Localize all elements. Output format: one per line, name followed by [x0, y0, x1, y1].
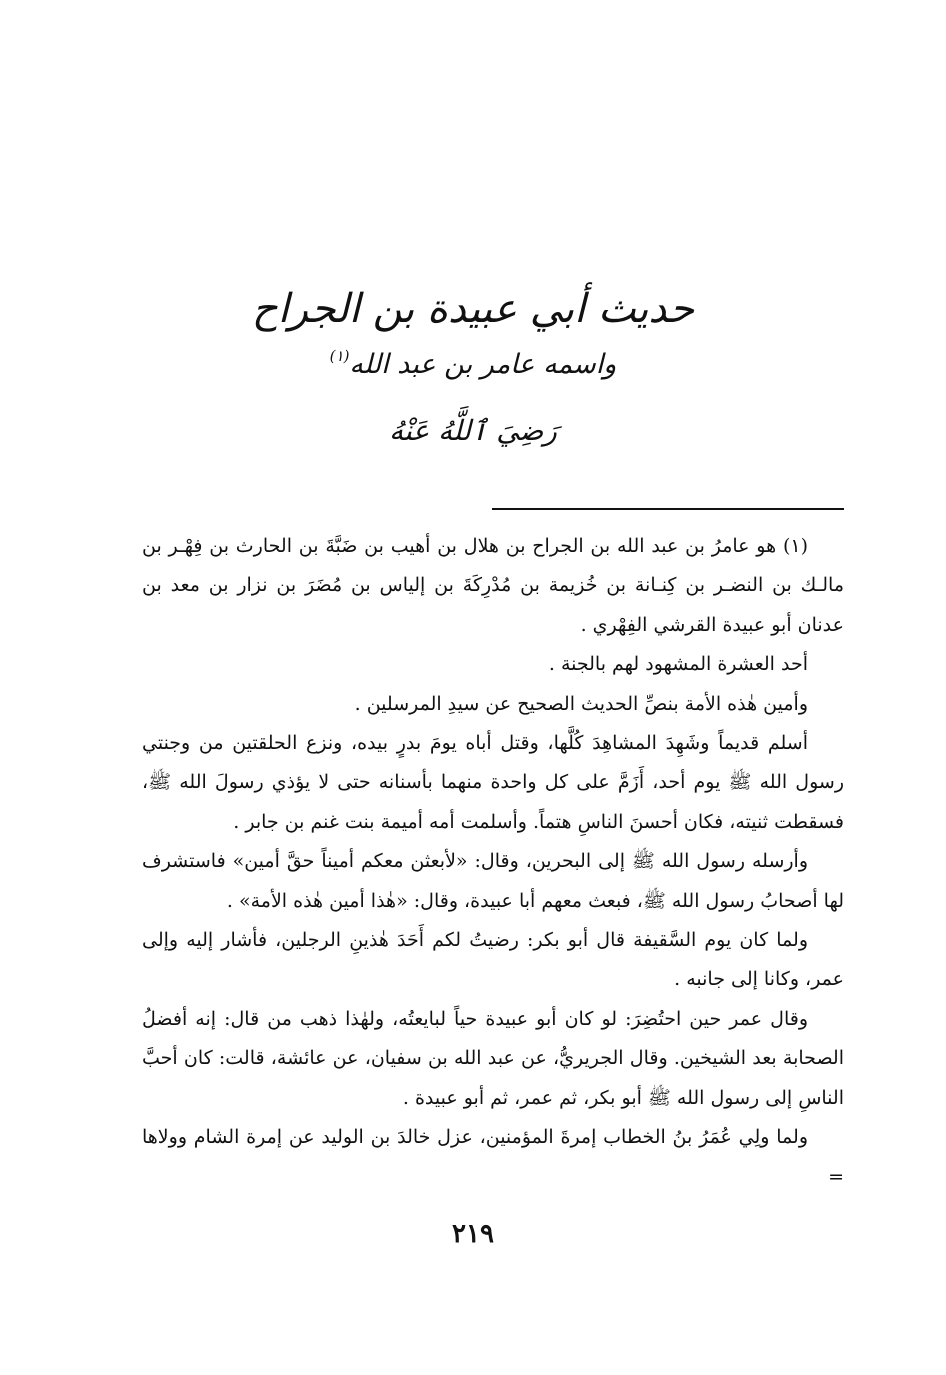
footnote-paragraph: أسلم قديماً وشَهِدَ المشاهِدَ كُلَّها، وقتل أباه يومَ بدرٍ بيده، ونزع الحلقتين من وجنتي رسول الله ﷺ يوم أحد، أَزَمَّ على كل واحدة منهما بأسنانه حتى لا يؤذي رسولَ الله ﷺ، فسقطت ثنيته، فكان أحسنَ الناسِ هتماً. وأسلمت أمه أميمة بنت غنم بن جابر .: [142, 732, 844, 833]
footnote-paragraph: أحد العشرة المشهود لهم بالجنة .: [548, 653, 808, 676]
footnote-paragraph: وقال عمر حين احتُضِرَ: لو كان أبو عبيدة حياً لبايعتُه، ولهٰذا ذهب من قال: إنه أفضلُ الصحابة بعد الشيخين. وقال الجريريُّ، عن عبد الله بن سفيان، عن عائشة، قالت: كان أحبَّ الناسِ إلى رسول الله ﷺ أبو بكر، ثم عمر، ثم أبو عبيدة .: [142, 1007, 844, 1109]
footnote-section: [142, 527, 844, 1197]
footnote-paragraph: وأرسله رسول الله ﷺ إلى البحرين، وقال: «لأبعثن معكم أميناً حقَّ أمين» فاستشرف لها أصحابُ رسول الله ﷺ، فبعث معهم أبا عبيدة، وقال: «هٰذا أمين هٰذه الأمة» .: [142, 850, 844, 912]
footnote-paragraph: ولما ولِي عُمَرُ بنُ الخطاب إمرةَ المؤمنين، عزل خالدَ بن الوليد عن إمرة الشام وولاها =: [142, 1126, 844, 1188]
footnote-divider: [492, 508, 844, 510]
subtitle-text: واسمه عامر بن عبد الله: [349, 349, 617, 380]
honorific-phrase: رَضِيَ ٱللَّهُ عَنْهُ: [389, 414, 557, 447]
footnote-paragraph: وأمين هٰذه الأمة بنصِّ الحديث الصحيح عن سيدِ المرسلين .: [354, 692, 808, 715]
page-number: ٢١٩: [452, 1219, 494, 1249]
chapter-title: حديث أبي عبيدة بن الجراح: [251, 286, 695, 332]
chapter-heading: [0, 282, 946, 451]
footnote-paragraph: (١) هو عامرُ بن عبد الله بن الجراح بن هلال بن أهيب بن ضَبَّةَ بن الحارث بن فِهْـر بن مالـك بن النضـر بن كِنـانة بن خُزيمة بن مُدْرِكَةَ بن إلياس بن مُضَرَ بن نزار بن معد بن عدنان أبو عبيدة القرشي الفِهْري .: [142, 535, 844, 636]
footnote-marker: (١): [329, 347, 350, 365]
chapter-subtitle: [0, 336, 946, 385]
footnote-paragraph: ولما كان يوم السَّقيفة قال أبو بكر: رضيتُ لكم أَحَدَ هٰذينِ الرجلين، فأشار إليه وإلى عمر، وكانا إلى جانبه .: [142, 929, 844, 991]
